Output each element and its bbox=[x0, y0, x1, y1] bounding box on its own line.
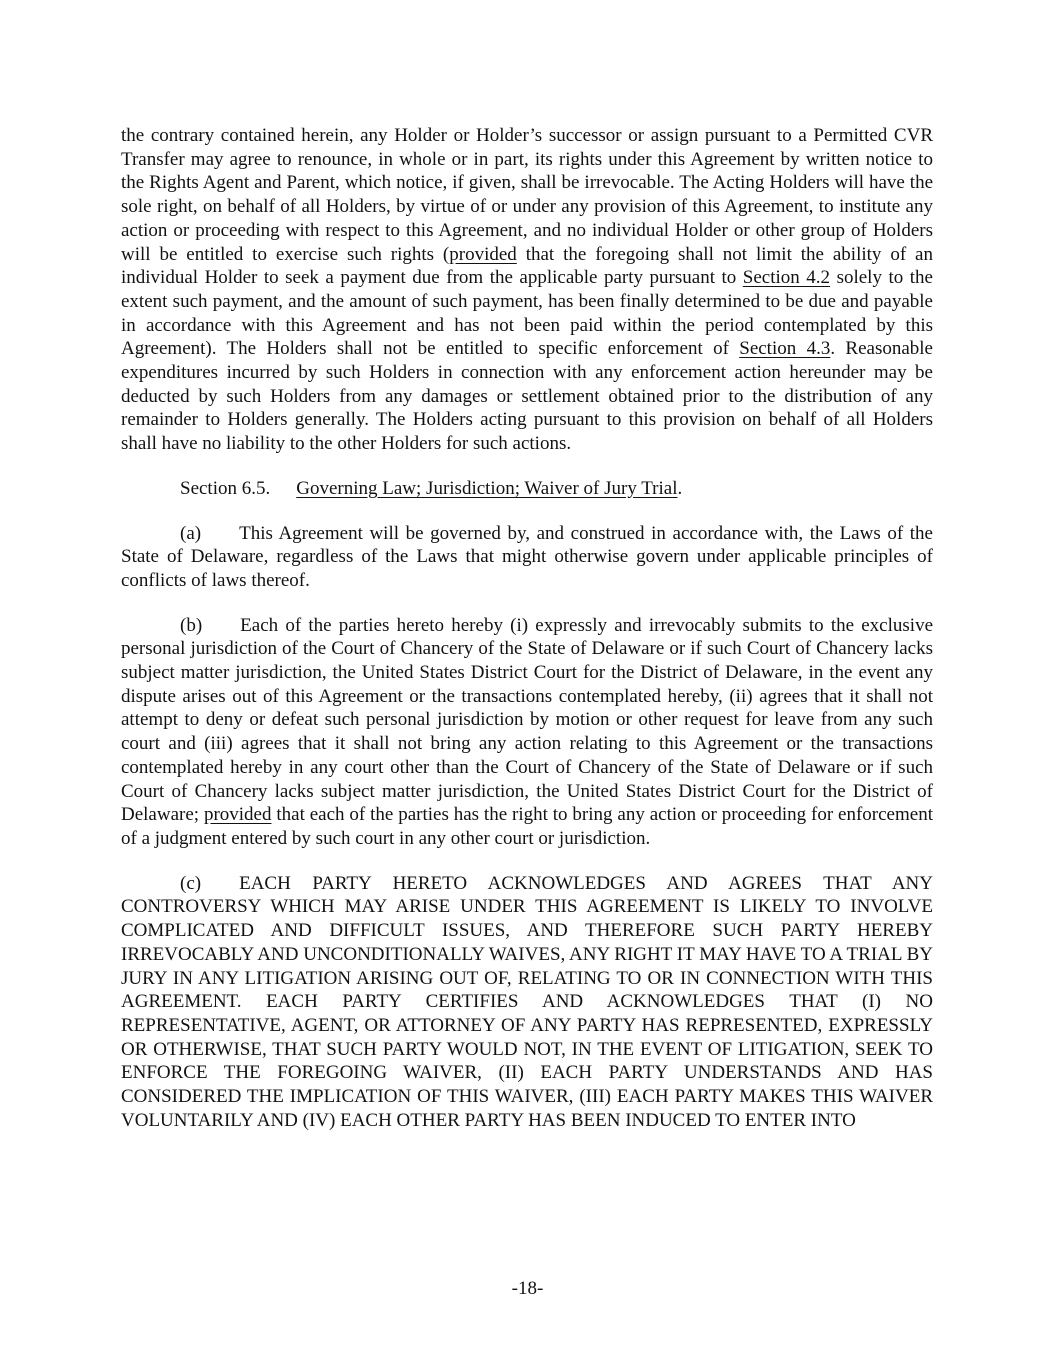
underlined-term-provided: provided bbox=[203, 804, 272, 826]
text-run: This Agreement will be governed by, and construed in accordance with, the Laws of the State of Delaware, regardless of the Laws that might otherwise govern under applicable principles of conflicts of laws thereof. bbox=[121, 522, 933, 591]
page-content bbox=[121, 124, 933, 1132]
text-run: that each of the parties has the right to bring any action or proceeding for enforcement of a judgment entered by such court in any other court or jurisdiction. bbox=[121, 804, 933, 849]
paragraph-a bbox=[121, 522, 933, 593]
section-6-5-heading bbox=[121, 477, 933, 501]
section-title: Governing Law; Jurisdiction; Waiver of Jury Trial bbox=[296, 477, 678, 499]
text-run: the contrary contained herein, any Holder or Holder’s successor or assign pursuant to a Permitted CVR Transfer may agree to renounce, in whole or in part, its rights under this Agreement by written notice to the Rights Agent and Parent, which notice, if given, shall be irrevocable. The Acting Holders will have the sole right, on behalf of all Holders, by virtue of or under any provision of this Agreement, to institute any action or proceeding with respect to this Agreement, and no individual Holder or other group of Holders will be entitled to exercise such rights ( bbox=[121, 125, 933, 265]
section-4-2-reference: Section 4.2 bbox=[742, 267, 831, 289]
tab-spacer bbox=[202, 630, 240, 631]
paragraph-c-jury-waiver bbox=[121, 872, 933, 1133]
section-4-3-reference: Section 4.3 bbox=[739, 338, 831, 360]
text-run: Each of the parties hereto hereby (i) expressly and irrevocably submits to the exclusive personal jurisdiction of the Court of Chancery of the State of Delaware or if such Court of Chancery lacks subject matter jurisdiction, the United States District Court for the District of Delaware, in the event any dispute arises out of this Agreement or the transactions contemplated hereby, (ii) agrees that it shall not attempt to deny or defeat such personal jurisdiction by motion or other request for leave from any such court and (iii) agrees that it shall not bring any action relating to this Agreement or the transactions contemplated hereby in any court other than the Court of Chancery of the State of Delaware or if such Court of Chancery lacks subject matter jurisdiction, the United States District Court for the District of Delaware; bbox=[121, 614, 933, 826]
text-run: solely to the extent such payment, and the amount of such payment, has been finally determined to be due and payable in accordance with this Agreement and has not been paid within the period contemplated by this Agreement). The Holders shall not be entitled to specific enforcement of bbox=[121, 267, 933, 360]
page-number: -18- bbox=[511, 1278, 544, 1299]
tab-spacer bbox=[270, 493, 296, 494]
paragraph-continuation bbox=[121, 124, 933, 456]
paragraph-a-label: (a) bbox=[180, 522, 202, 544]
paragraph-b-label: (b) bbox=[180, 614, 203, 636]
text-run: that the foregoing shall not limit the ability of an individual Holder to seek a payment due from the applicable party pursuant to bbox=[121, 243, 933, 289]
tab-spacer bbox=[201, 888, 239, 889]
text-run: . Reasonable expenditures incurred by such Holders in connection with any enforcement action hereunder may be deducted by such Holders from any damages or settlement obtained prior to the distribution of any remainder to Holders generally. The Holders acting pursuant to this provision on behalf of all Holders shall have no liability to the other Holders for such actions. bbox=[121, 338, 933, 455]
paragraph-c-label: (c) bbox=[180, 872, 202, 894]
section-number: Section 6.5. bbox=[180, 477, 271, 499]
text-run: EACH PARTY HERETO ACKNOWLEDGES AND AGREES THAT ANY CONTROVERSY WHICH MAY ARISE UNDER THIS AGREEMENT IS LIKELY TO INVOLVE COMPLICATED AND DIFFICULT ISSUES, AND THEREFORE SUCH PARTY HEREBY IRREVOCABLY AND UNCONDITIONALLY WAIVES, ANY RIGHT IT MAY HAVE TO A TRIAL BY JURY IN ANY LITIGATION ARISING OUT OF, RELATING TO OR IN CONNECTION WITH THIS AGREEMENT. EACH PARTY CERTIFIES AND ACKNOWLEDGES THAT (I) NO REPRESENTATIVE, AGENT, OR ATTORNEY OF ANY PARTY HAS REPRESENTED, EXPRESSLY OR OTHERWISE, THAT SUCH PARTY WOULD NOT, IN THE EVENT OF LITIGATION, SEEK TO ENFORCE THE FOREGOING WAIVER, (II) EACH PARTY UNDERSTANDS AND HAS CONSIDERED THE IMPLICATION OF THIS WAIVER, (III) EACH PARTY MAKES THIS WAIVER VOLUNTARILY AND (IV) EACH OTHER PARTY HAS BEEN INDUCED TO ENTER INTO bbox=[121, 872, 933, 1131]
underlined-term-provided: provided bbox=[449, 243, 517, 265]
paragraph-b bbox=[121, 614, 933, 851]
tab-spacer bbox=[201, 538, 239, 539]
section-title-period: . bbox=[677, 477, 683, 499]
